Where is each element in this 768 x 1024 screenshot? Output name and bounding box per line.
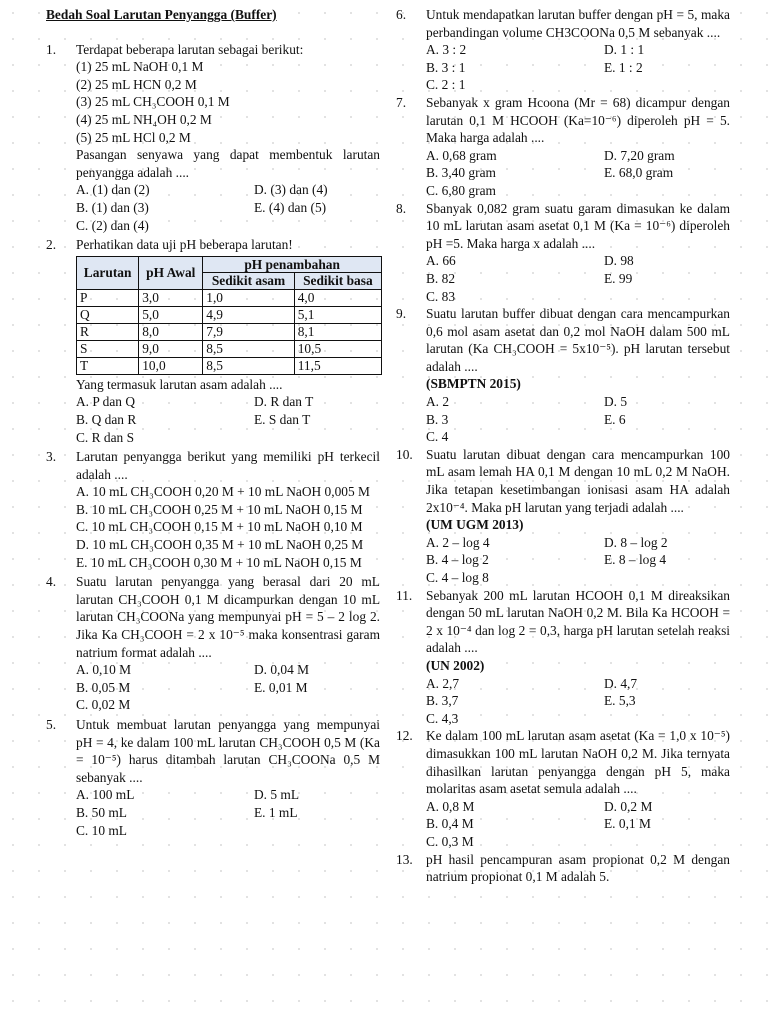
- table-header: Sedikit asam: [203, 273, 294, 290]
- question-stem: Sebanyak x gram Hcoona (Mr = 68) dicampur dengan larutan 0,1 M HCOOH (Ka=10⁻⁶) diperoleh pH = 5. Maka harga adalah ....: [426, 94, 730, 146]
- table-row: [77, 306, 382, 323]
- table-row: [77, 289, 382, 306]
- option[interactable]: B. 0,4 M: [426, 816, 474, 832]
- table-cell: 5,1: [294, 306, 381, 323]
- question-stem: Untuk membuat larutan penyangga yang mempunyai pH = 4, ke dalam 100 mL larutan CH₃COOH 0,5 M (Ka = 10⁻⁵) harus ditambah larutan CH₃COONa 0,5 M sebanyak ....: [76, 717, 380, 785]
- question-source: (UN 2002): [426, 657, 485, 673]
- table-cell: Q: [77, 306, 139, 323]
- option[interactable]: C. 2 : 1: [426, 77, 466, 93]
- right-column: [396, 6, 730, 886]
- option[interactable]: C. 4,3: [426, 710, 459, 726]
- option[interactable]: B. 3: [426, 411, 449, 427]
- option[interactable]: B. (1) dan (3): [76, 199, 149, 215]
- question-number: 1.: [46, 41, 57, 57]
- table-cell: 5,0: [139, 306, 203, 323]
- option[interactable]: E. 8 – log 4: [604, 552, 667, 568]
- options: [426, 252, 730, 305]
- question-5: [46, 716, 380, 839]
- question-source: (UM UGM 2013): [426, 517, 524, 533]
- table-cell: 8,5: [203, 340, 294, 357]
- option[interactable]: A. P dan Q: [76, 394, 136, 410]
- option[interactable]: E. 68,0 gram: [604, 165, 674, 181]
- table-cell: 4,0: [294, 289, 381, 306]
- table-header: Larutan: [77, 256, 139, 289]
- question-8: [396, 200, 730, 306]
- option[interactable]: C. (2) dan (4): [76, 217, 149, 233]
- question-stem: Larutan penyangga berikut yang memiliki pH terkecil adalah ....: [76, 449, 380, 482]
- option[interactable]: A. 66: [426, 253, 456, 269]
- table-header: pH penambahan: [203, 256, 382, 273]
- table-cell: R: [77, 323, 139, 340]
- table-row: [77, 340, 382, 357]
- option[interactable]: C. 10 mL: [76, 822, 127, 838]
- option[interactable]: A. 0,8 M: [426, 798, 475, 814]
- table-cell: 7,9: [203, 323, 294, 340]
- option[interactable]: D. 0,04 M: [254, 662, 310, 678]
- option[interactable]: D. 0,2 M: [604, 798, 653, 814]
- question-stem: Suatu larutan buffer dibuat dengan cara mencampurkan 0,6 mol asam asetat dan 0,2 mol NaOH dalam 500 mL larutan (Ka CH₃COOH = 5x10⁻⁵). pH larutan tersebut adalah ....: [426, 306, 730, 374]
- question-number: 2.: [46, 237, 57, 253]
- question-number: 12.: [396, 728, 413, 744]
- question-12: [396, 727, 730, 850]
- options: [76, 661, 380, 714]
- options: [76, 393, 380, 446]
- option[interactable]: E. 1 mL: [254, 804, 298, 820]
- option[interactable]: A. 2,7: [426, 675, 460, 691]
- page-title: Bedah Soal Larutan Penyangga (Buffer): [46, 7, 277, 22]
- question-stem: Suatu larutan dibuat dengan cara mencampurkan 100 mL asam lemah HA 0,1 M dengan 10 mL 0,2 M NaOH. Jika tetapan kesetimbangan ionisasi asam HA adalah 2x10⁻⁴. Maka pH larutan yang terjadi adalah ....: [426, 446, 730, 515]
- list-item: (5) 25 mL HCl 0,2 M: [76, 129, 191, 145]
- option[interactable]: E. S dan T: [254, 411, 311, 427]
- option[interactable]: A. (1) dan (2): [76, 182, 150, 198]
- option[interactable]: B. 3,40 gram: [426, 165, 496, 181]
- option[interactable]: C. R dan S: [76, 429, 135, 445]
- table-cell: 10,5: [294, 340, 381, 357]
- question-number: 6.: [396, 7, 407, 22]
- option[interactable]: A. 2: [426, 394, 450, 410]
- option[interactable]: B. 10 mL CH₃COOH 0,25 M + 10 mL NaOH 0,15 M: [76, 501, 363, 517]
- question-number: 5.: [46, 717, 57, 732]
- options: [426, 41, 730, 94]
- question-number: 10.: [396, 446, 413, 462]
- option[interactable]: B. 0,05 M: [76, 679, 131, 695]
- options: [426, 393, 730, 446]
- option[interactable]: E. 10 mL CH₃COOH 0,30 M + 10 mL NaOH 0,15 M: [76, 554, 362, 570]
- option[interactable]: C. 10 mL CH₃COOH 0,15 M + 10 mL NaOH 0,10 M: [76, 519, 363, 535]
- table-cell: 8,5: [203, 357, 294, 374]
- question-number: 13.: [396, 851, 413, 867]
- option[interactable]: A. 100 mL: [76, 787, 135, 803]
- question-6: [396, 6, 730, 94]
- option[interactable]: B. 4 – log 2: [426, 552, 489, 568]
- question-13: [396, 851, 730, 886]
- table-cell: 9,0: [139, 340, 203, 357]
- question-11: [396, 587, 730, 728]
- question-10: [396, 446, 730, 587]
- table-header: Sedikit basa: [294, 273, 381, 290]
- option[interactable]: D. 98: [604, 253, 634, 269]
- options: [426, 534, 730, 587]
- question-4: [46, 573, 380, 714]
- options: [76, 181, 380, 234]
- option[interactable]: A. 3 : 2: [426, 42, 467, 58]
- question-3: [46, 448, 380, 571]
- option[interactable]: A. 10 mL CH₃COOH 0,20 M + 10 mL NaOH 0,005 M: [76, 484, 370, 500]
- table-cell: P: [77, 289, 139, 306]
- option[interactable]: D. R dan T: [254, 394, 314, 410]
- option[interactable]: C. 4 – log 8: [426, 570, 489, 585]
- table-cell: 3,0: [139, 289, 203, 306]
- question-stem: Terdapat beberapa larutan sebagai berikut:: [76, 41, 304, 57]
- question-number: 7.: [396, 94, 407, 110]
- options: [426, 798, 730, 851]
- option[interactable]: E. 0,01 M: [254, 679, 308, 695]
- option[interactable]: E. 6: [604, 411, 626, 427]
- options: [76, 786, 380, 839]
- list-item: (4) 25 mL NH₄OH 0,2 M: [76, 111, 212, 127]
- question-stem: Suatu larutan penyangga yang berasal dari 20 mL larutan CH₃COOH 0,1 M dicampurkan dengan 10 mL larutan CH₃COONa yang mempunyai pH = 5 – 2 log 2. Jika Ka CH₃COOH = 2 x 10⁻⁵ maka konsentrasi garam natrium format adalah ....: [76, 574, 380, 660]
- option[interactable]: B. 3,7: [426, 693, 459, 709]
- option[interactable]: D. 7,20 gram: [604, 147, 675, 163]
- option[interactable]: E. 0,1 M: [604, 816, 651, 832]
- table-row: [77, 323, 382, 340]
- option[interactable]: E. 1 : 2: [604, 59, 643, 75]
- ph-data-table: [76, 256, 382, 375]
- option[interactable]: A. 0,68 gram: [426, 147, 497, 163]
- question-text: Yang termasuk larutan asam adalah ....: [76, 376, 283, 392]
- option[interactable]: D. 5 mL: [254, 787, 300, 803]
- option[interactable]: C. 0,02 M: [76, 697, 131, 713]
- option[interactable]: D. 10 mL CH₃COOH 0,35 M + 10 mL NaOH 0,25 M: [76, 537, 364, 553]
- option[interactable]: C. 4: [426, 429, 449, 445]
- question-number: 3.: [46, 449, 57, 465]
- question-7: [396, 94, 730, 200]
- option[interactable]: B. 82: [426, 270, 456, 286]
- table-cell: T: [77, 357, 139, 374]
- option[interactable]: D. 4,7: [604, 675, 638, 691]
- list-item: (1) 25 mL NaOH 0,1 M: [76, 59, 204, 75]
- option[interactable]: A. 2 – log 4: [426, 534, 490, 550]
- options: [426, 675, 730, 728]
- table-cell: 8,0: [139, 323, 203, 340]
- option[interactable]: C. 0,3 M: [426, 833, 474, 849]
- question-number: 8.: [396, 200, 407, 216]
- table-cell: 4,9: [203, 306, 294, 323]
- option[interactable]: B. 50 mL: [76, 804, 127, 820]
- option[interactable]: D. (3) dan (4): [254, 182, 328, 198]
- question-stem: pH hasil pencampuran asam propionat 0,2 M dengan natrium propionat 0,1 M adalah 5.: [426, 851, 730, 885]
- option[interactable]: A. 0,10 M: [76, 662, 132, 678]
- question-stem: Sebanyak 200 mL larutan HCOOH 0,1 M direaksikan dengan 50 mL larutan NaOH 0,2 M. Bila Ka HCOOH = 2 x 10⁻⁴ dan log 2 = 0,3, harga pH larutan setelah reaksi adalah ....: [426, 587, 730, 656]
- option[interactable]: E. (4) dan (5): [254, 199, 327, 215]
- option[interactable]: D. 5: [604, 394, 628, 410]
- table-cell: 8,1: [294, 323, 381, 340]
- question-number: 4.: [46, 574, 57, 590]
- question-2: [46, 236, 380, 446]
- list-item: (2) 25 mL HCN 0,2 M: [76, 76, 197, 92]
- question-number: 9.: [396, 306, 407, 322]
- question-1: [46, 41, 380, 235]
- option[interactable]: E. 5,3: [604, 693, 636, 709]
- option[interactable]: B. 3 : 1: [426, 59, 466, 75]
- option[interactable]: D. 1 : 1: [604, 42, 645, 58]
- question-stem: Untuk mendapatkan larutan buffer dengan pH = 5, maka perbandingan volume CH3COONa 0,5 M sebanyak ....: [426, 7, 730, 40]
- question-text: Pasangan senyawa yang dapat membentuk larutan penyangga adalah ....: [76, 147, 380, 180]
- option[interactable]: E. 99: [604, 270, 633, 286]
- table-header: pH Awal: [139, 256, 203, 289]
- option[interactable]: C. 6,80 gram: [426, 182, 496, 198]
- question-number: 11.: [396, 587, 413, 603]
- table-cell: 1,0: [203, 289, 294, 306]
- table-row: [77, 357, 382, 374]
- option[interactable]: B. Q dan R: [76, 411, 137, 427]
- question-stem: Perhatikan data uji pH beberapa larutan!: [76, 237, 293, 253]
- question-stem: Sbanyak 0,082 gram suatu garam dimasukan ke dalam 10 mL larutan asam asetat 0,1 M (Ka = 10⁻⁶) diperoleh pH =5. Maka harga x adalah ....: [426, 200, 730, 251]
- list-item: (3) 25 mL CH₃COOH 0,1 M: [76, 94, 230, 110]
- question-9: [396, 305, 730, 446]
- table-cell: 10,0: [139, 357, 203, 374]
- options: [426, 147, 730, 200]
- table-cell: 11,5: [294, 357, 381, 374]
- option[interactable]: D. 8 – log 2: [604, 534, 668, 550]
- table-cell: S: [77, 340, 139, 357]
- option[interactable]: C. 83: [426, 288, 456, 304]
- left-column: [46, 6, 380, 839]
- question-source: (SBMPTN 2015): [426, 376, 521, 392]
- question-stem: Ke dalam 100 mL larutan asam asetat (Ka = 1,0 x 10⁻⁵) dimasukkan 100 mL larutan NaOH 0,2 M. Jika ternyata dihasilkan larutan penyangga dengan pH 5, maka molaritas asam asetat semula adalah ....: [426, 728, 730, 797]
